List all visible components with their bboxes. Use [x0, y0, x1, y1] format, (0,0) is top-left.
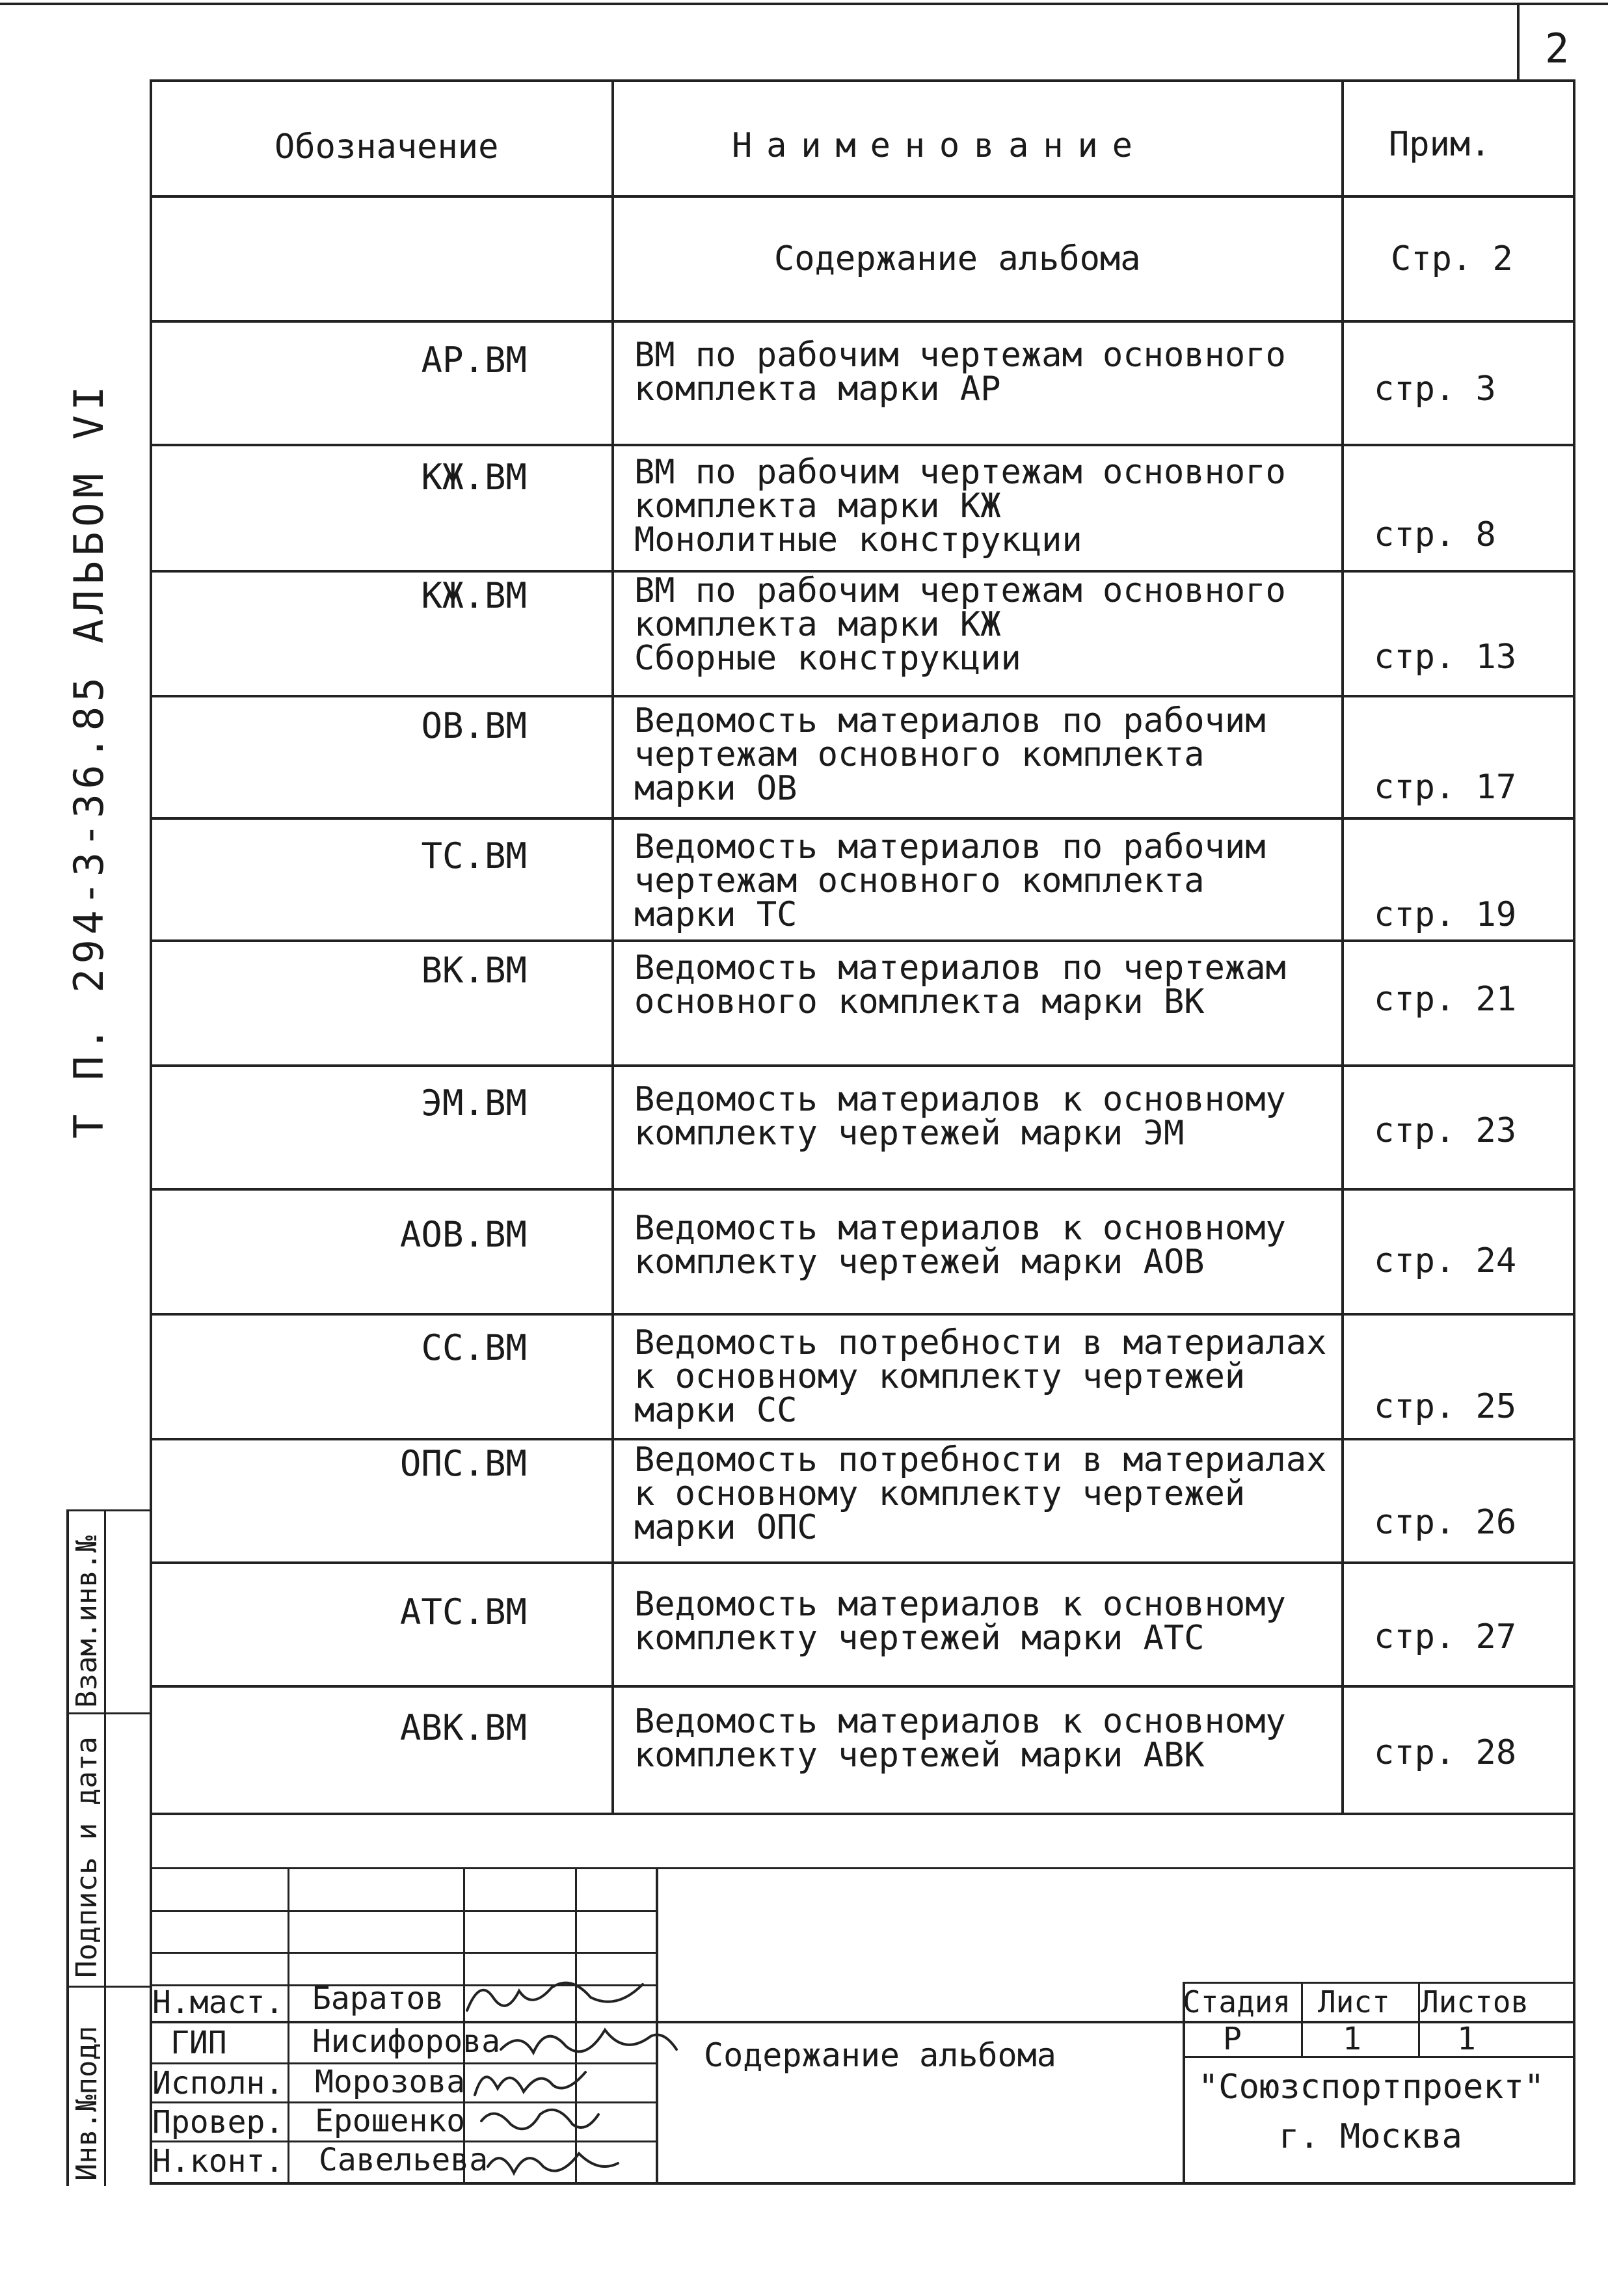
row-page: стр. 8 — [1374, 515, 1496, 554]
row-name: Ведомость материалов к основному комплекту чертежей марки ЭМ — [634, 1080, 1286, 1153]
row-name: Ведомость материалов по рабочим чертежам основного комплекта марки ОВ — [634, 701, 1266, 808]
row-code: ВК.ВМ — [421, 950, 527, 991]
row-code: АОВ.ВМ — [399, 1214, 527, 1255]
stub-split-1 — [66, 1712, 151, 1714]
tb-role: Исполн. — [152, 2065, 284, 2101]
row-page: стр. 27 — [1374, 1617, 1517, 1656]
row-page: стр. 13 — [1374, 638, 1517, 677]
row-line — [150, 695, 1575, 697]
contents-name: Содержание альбома — [774, 239, 1141, 278]
row-line — [150, 1064, 1575, 1067]
row-page: стр. 3 — [1374, 370, 1496, 409]
row-line-table-end — [150, 1813, 1575, 1815]
row-name: Ведомость материалов к основному комплекту чертежей марки АТС — [634, 1585, 1286, 1658]
row-line — [150, 1313, 1575, 1316]
album-side-label: Т П. 294-3-36.85 АЛЬБОМ VI — [65, 381, 113, 1139]
row-name: Ведомость потребности в материалах к основному комплекту чертежей марки ОПС — [634, 1440, 1327, 1547]
row-code: ЭМ.ВМ — [421, 1083, 527, 1124]
tb-city: г. Москва — [1279, 2117, 1462, 2156]
tb-organization: "Союзспортпроект" — [1198, 2068, 1545, 2107]
stub-label-signature-date: Подпись и дата — [70, 1736, 103, 1978]
tb-person: Морозова — [315, 2064, 466, 2100]
tb-sheet-value: 1 — [1343, 2021, 1361, 2057]
tb-stage-value: Р — [1223, 2021, 1242, 2057]
stub-label-replaced-inv: Взам.инв.№ — [70, 1535, 103, 1708]
tb-stage-col — [1301, 1982, 1303, 2057]
sheet-number: 2 — [1545, 25, 1570, 72]
row-line — [150, 444, 1575, 446]
row-name: Ведомость материалов по чертежам основного комплекта марки ВК — [634, 949, 1286, 1021]
row-page: стр. 23 — [1374, 1111, 1517, 1150]
row-page: стр. 28 — [1374, 1733, 1517, 1772]
row-line — [150, 817, 1575, 820]
row-name: Ведомость материалов к основному комплекту чертежей марки АОВ — [634, 1209, 1286, 1282]
row-code: АТС.ВМ — [399, 1591, 527, 1632]
row-name: ВМ по рабочим чертежам основного комплекта марки КЖ Монолитные конструкции — [634, 453, 1286, 560]
stub-label-inv-orig: Инв.№подл — [70, 2025, 103, 2181]
header-note: Прим. — [1389, 125, 1491, 164]
frame-bottom — [150, 2182, 1575, 2185]
row-name: Ведомость потребности в материалах к основному комплекту чертежей марки СС — [634, 1323, 1327, 1430]
tb-person: Нисифорова — [312, 2023, 500, 2060]
frame-top — [150, 79, 1575, 82]
signature-1 — [461, 1971, 656, 2023]
tb-person: Ерошенко — [315, 2103, 466, 2139]
row-line — [150, 939, 1575, 942]
tb-role: Н.конт. — [152, 2143, 284, 2180]
tb-person: Баратов — [312, 1980, 444, 2017]
row-page: стр. 19 — [1374, 895, 1517, 934]
stub-border-outer — [66, 1509, 69, 2186]
row-page: стр. 26 — [1374, 1503, 1517, 1542]
row-name: ВМ по рабочим чертежам основного комплекта марки АР — [634, 336, 1286, 409]
tb-sheet-label: Лист — [1318, 1984, 1390, 2019]
tb-role: Н.маст. — [152, 1984, 284, 2021]
row-code: АВК.ВМ — [399, 1707, 527, 1748]
row-line — [150, 1561, 1575, 1564]
tb-role: Провер. — [152, 2104, 284, 2141]
col-sep-2 — [1341, 79, 1344, 1815]
stub-border-mid — [104, 1509, 106, 2186]
row-line — [150, 1188, 1575, 1191]
stub-top — [66, 1509, 151, 1511]
row-line — [150, 1685, 1575, 1688]
tb-line — [150, 1910, 657, 1912]
row-page: стр. 25 — [1374, 1387, 1517, 1426]
stub-split-2 — [66, 1986, 151, 1988]
row-code: КЖ.ВМ — [421, 575, 527, 616]
signature-5 — [481, 2134, 624, 2186]
tb-line — [150, 1867, 1575, 1869]
row-page: стр. 17 — [1374, 768, 1517, 807]
row-code: ТС.ВМ — [421, 835, 527, 876]
tb-sheets-label: Листов — [1421, 1984, 1529, 2019]
header-name: Наименование — [732, 126, 1147, 165]
tb-person: Савельева — [319, 2142, 489, 2178]
sheet-number-box-left — [1517, 3, 1520, 81]
row-name: Ведомость материалов по рабочим чертежам основного комплекта марки ТС — [634, 828, 1266, 934]
row-code: КЖ.ВМ — [421, 457, 527, 498]
tb-sheets-value: 1 — [1457, 2021, 1476, 2057]
tb-role: ГИП — [170, 2025, 227, 2061]
row-line — [150, 320, 1575, 323]
tb-stage-top — [1183, 1982, 1575, 1984]
header-designation: Обозначение — [275, 128, 499, 167]
row-name: Ведомость материалов к основному комплекту чертежей марки АВК — [634, 1702, 1286, 1775]
page-top-border — [0, 3, 1608, 5]
row-page: стр. 21 — [1374, 980, 1517, 1019]
tb-stage-label: Стадия — [1183, 1984, 1291, 2019]
row-code: СС.ВМ — [421, 1327, 527, 1368]
row-page: стр. 24 — [1374, 1241, 1517, 1280]
tb-doc-title: Содержание альбома — [704, 2036, 1056, 2074]
tb-col — [288, 1867, 289, 2182]
row-name: ВМ по рабочим чертежам основного комплекта марки КЖ Сборные конструкции — [634, 571, 1286, 678]
col-sep-1 — [611, 79, 614, 1815]
row-code: АР.ВМ — [421, 340, 527, 381]
tb-line — [150, 1952, 657, 1954]
row-code: ОПС.ВМ — [399, 1443, 527, 1484]
contents-page: Стр. 2 — [1391, 239, 1513, 278]
tb-stage-col — [1418, 1982, 1420, 2057]
row-line-header — [150, 195, 1575, 198]
row-code: ОВ.ВМ — [421, 705, 527, 746]
